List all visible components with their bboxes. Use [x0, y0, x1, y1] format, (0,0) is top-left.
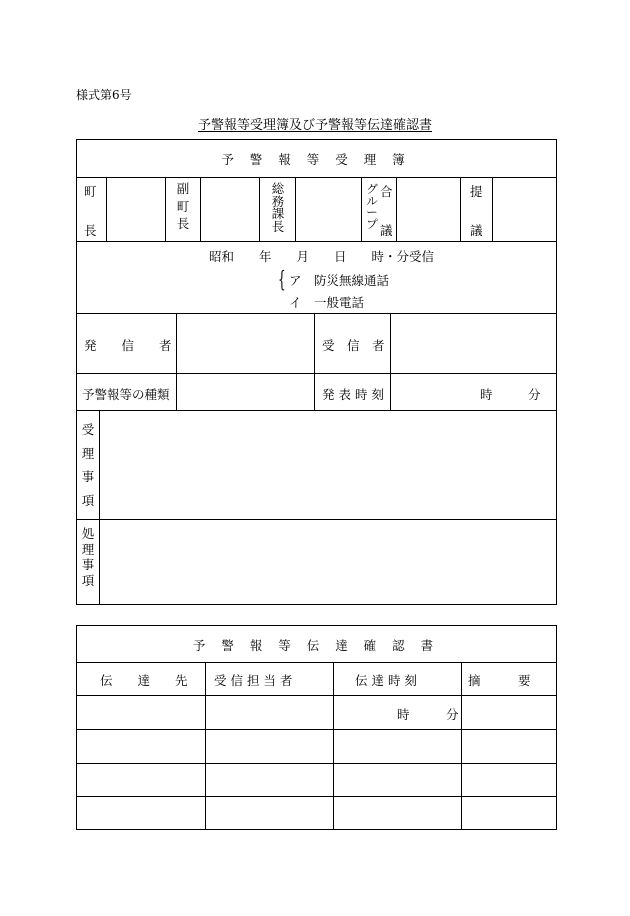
table2-border-bottom — [76, 829, 557, 830]
handling-items-label: 処 理 事 項 — [81, 526, 95, 588]
warning-type-label: 予警報等の種類 — [82, 387, 170, 402]
table2-border-top — [76, 625, 556, 626]
table1-vline — [176, 313, 177, 411]
announce-hour-unit: 時 — [480, 387, 493, 402]
table2-hline-5 — [76, 796, 556, 797]
transmission-heading: 予 警 報 等 伝 達 確 認 書 — [192, 638, 440, 653]
document-title-text: 予警報等受理簿及び予警報等伝達確認書 — [197, 118, 432, 133]
table1-hline-6 — [76, 519, 556, 520]
receiver-label: 受 信 者 — [322, 338, 385, 353]
approval-label-part: グ ル ー プ — [366, 182, 378, 231]
column-header-destination: 伝 達 先 — [100, 673, 188, 688]
approval-label-part: 長 — [84, 223, 97, 238]
row-hour-unit: 時 — [397, 707, 410, 722]
table2-hline-2 — [76, 695, 556, 696]
approval-cell-deputy-mayor: 副 町 長 — [176, 181, 190, 231]
announce-minute-unit: 分 — [528, 387, 541, 402]
table1-vline — [460, 177, 461, 241]
received-items-label: 受 理 事 項 — [81, 422, 95, 508]
table1-vline — [200, 177, 201, 241]
approval-label-part: 提 — [470, 184, 483, 199]
approval-label-part: 合 — [380, 184, 393, 199]
table1-border-left — [76, 139, 77, 605]
approval-label-part: 議 — [380, 223, 393, 238]
table1-vline — [314, 313, 315, 411]
table1-border-right — [556, 139, 557, 605]
row-minute-unit: 分 — [446, 707, 459, 722]
table1-vline — [492, 177, 493, 241]
received-date-line: 昭和 年 月 日 時・分受信 — [209, 249, 435, 264]
column-header-receiver-in-charge: 受 信 担 当 者 — [214, 673, 293, 688]
form-number: 様式第6号 — [76, 88, 132, 102]
sender-label: 発 信 者 — [84, 338, 172, 353]
table2-vline — [205, 662, 206, 829]
approval-label-part: 町 — [84, 184, 97, 199]
column-header-remarks: 摘 要 — [468, 673, 531, 688]
method-option-radio: ア 防災無線通話 — [289, 273, 390, 288]
table1-vline — [390, 313, 391, 411]
table2-border-right — [556, 625, 557, 830]
table1-hline-5 — [76, 410, 556, 411]
method-option-phone: イ 一般電話 — [289, 295, 365, 310]
announce-time-label: 発 表 時 刻 — [322, 387, 384, 402]
table1-vline — [396, 177, 397, 241]
table1-vline — [99, 410, 100, 605]
approval-cell-general-affairs-chief: 総 務 課 長 — [271, 181, 285, 234]
approval-label-part: 議 — [470, 223, 483, 238]
table1-hline-2 — [76, 241, 556, 242]
table1-hline-1 — [76, 177, 556, 178]
table1-vline — [106, 177, 107, 241]
table1-hline-3 — [76, 313, 556, 314]
table1-vline — [165, 177, 166, 241]
table1-vline — [361, 177, 362, 241]
receipt-book-heading: 予 警 報 等 受 理 簿 — [221, 152, 411, 167]
table1-vline — [259, 177, 260, 241]
column-header-transmission-time: 伝 達 時 刻 — [355, 673, 417, 688]
document-title — [0, 114, 630, 133]
table1-vline — [295, 177, 296, 241]
table2-border-left — [76, 625, 77, 830]
table1-border-top — [76, 139, 556, 140]
table2-hline-4 — [76, 763, 556, 764]
table1-hline-4 — [76, 373, 556, 374]
method-brace: { — [278, 268, 286, 293]
table2-hline-1 — [76, 662, 556, 663]
table2-hline-3 — [76, 729, 556, 730]
table2-vline — [461, 662, 462, 829]
table2-vline — [333, 662, 334, 829]
table1-border-bottom — [76, 604, 557, 605]
